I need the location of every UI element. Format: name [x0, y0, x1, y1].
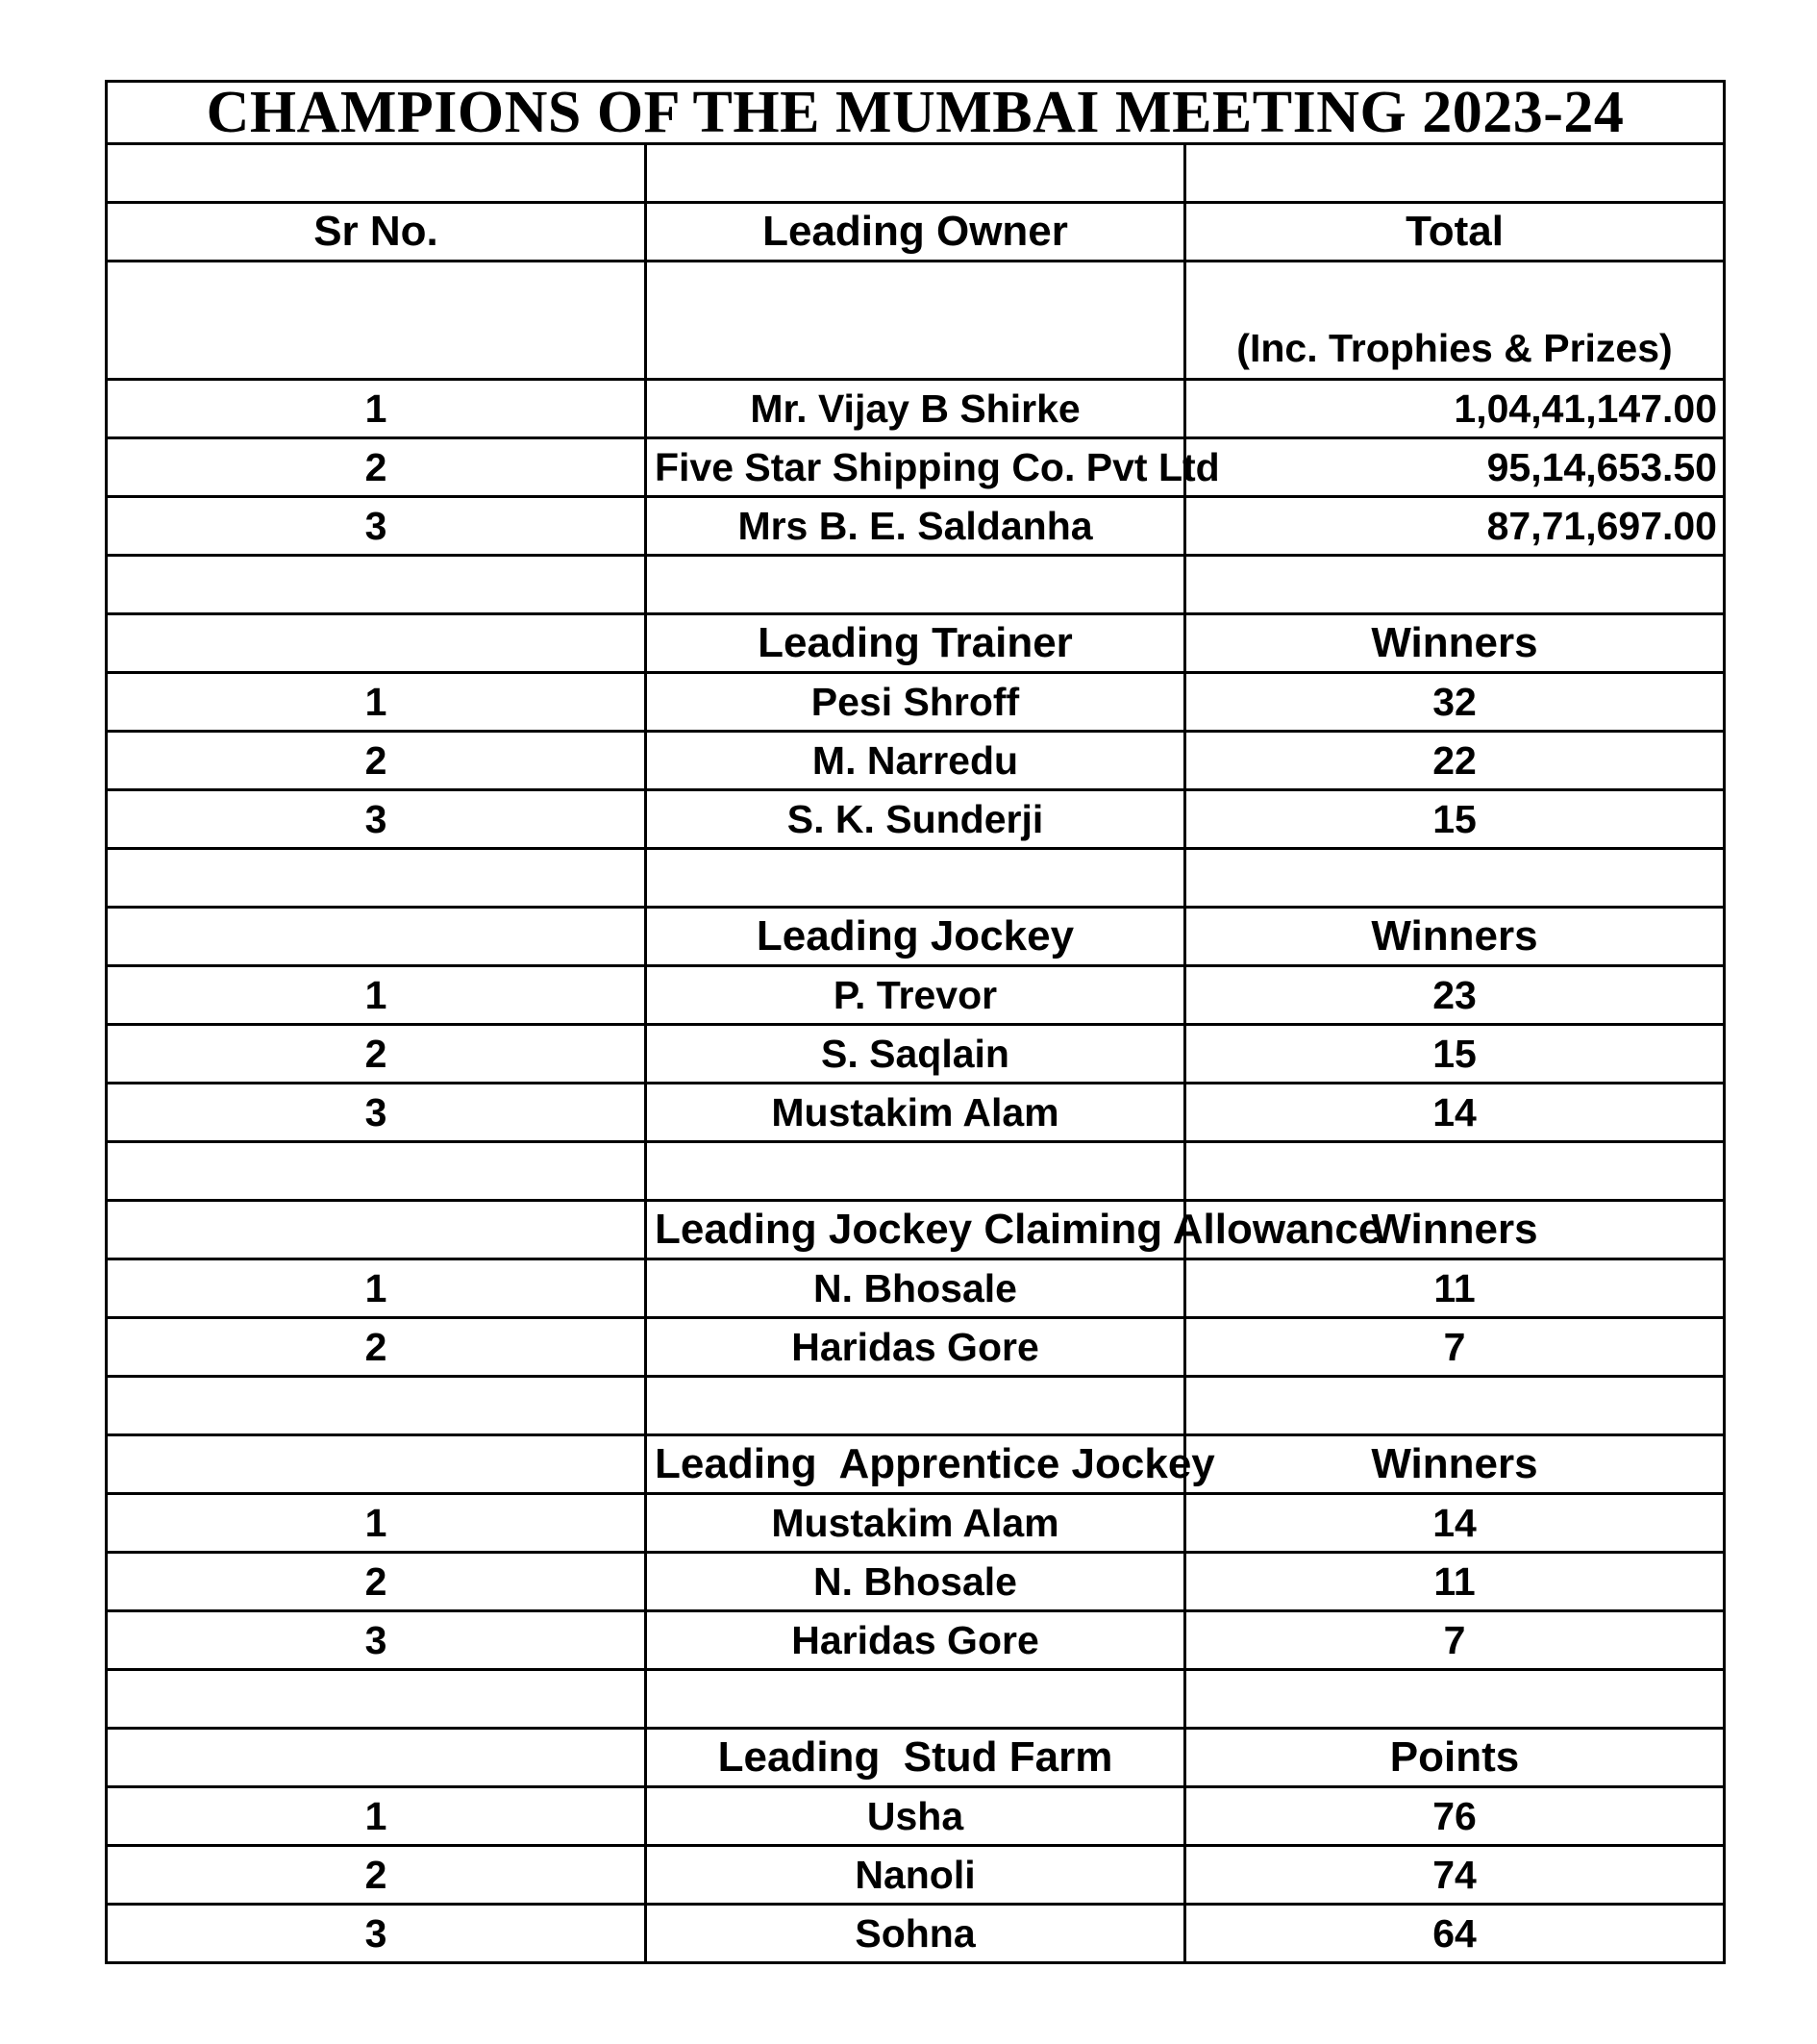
winners-header: Winners — [1185, 614, 1725, 673]
sr-no-cell: 3 — [107, 497, 646, 556]
blank-cell — [107, 556, 646, 614]
jockey-name-cell: N. Bhosale — [646, 1259, 1185, 1318]
sr-no-cell: 2 — [107, 732, 646, 790]
table-row — [107, 1553, 1725, 1611]
winners-header: Winners — [1185, 1435, 1725, 1494]
claiming-header-row — [107, 1201, 1725, 1259]
jockey-name-cell: P. Trevor — [646, 966, 1185, 1025]
owner-name-cell: Mr. Vijay B Shirke — [646, 380, 1185, 438]
table-row — [107, 1494, 1725, 1553]
total-note-row — [107, 262, 1725, 380]
stud-header-row — [107, 1729, 1725, 1787]
sr-no-cell: 3 — [107, 790, 646, 849]
sr-no-cell: 3 — [107, 1611, 646, 1670]
table-row — [107, 438, 1725, 497]
blank-cell — [646, 556, 1185, 614]
winners-cell: 7 — [1185, 1318, 1725, 1377]
owner-total-cell: 87,71,697.00 — [1185, 497, 1725, 556]
winners-cell: 7 — [1185, 1611, 1725, 1670]
blank-cell — [107, 1201, 646, 1259]
winners-cell: 11 — [1185, 1553, 1725, 1611]
winners-cell: 15 — [1185, 790, 1725, 849]
jockey-name-cell: S. Saqlain — [646, 1025, 1185, 1084]
winners-cell: 14 — [1185, 1084, 1725, 1142]
blank-cell — [646, 262, 1185, 380]
table-row — [107, 1318, 1725, 1377]
blank-cell — [107, 1142, 646, 1201]
winners-header: Winners — [1185, 908, 1725, 966]
sr-no-header: Sr No. — [107, 203, 646, 262]
leading-owner-header: Leading Owner — [646, 203, 1185, 262]
blank-cell — [107, 849, 646, 908]
blank-cell — [107, 1377, 646, 1435]
sr-no-cell: 2 — [107, 438, 646, 497]
jockey-name-cell: Mustakim Alam — [646, 1494, 1185, 1553]
table-row — [107, 1025, 1725, 1084]
winners-cell: 32 — [1185, 673, 1725, 732]
total-header: Total — [1185, 203, 1725, 262]
leading-apprentice-jockey-header: Leading Apprentice Jockey — [646, 1435, 1185, 1494]
winners-cell: 22 — [1185, 732, 1725, 790]
table-row — [107, 966, 1725, 1025]
trainer-name-cell: S. K. Sunderji — [646, 790, 1185, 849]
blank-cell — [1185, 144, 1725, 203]
winners-cell: 15 — [1185, 1025, 1725, 1084]
jockey-name-cell: N. Bhosale — [646, 1553, 1185, 1611]
trainer-name-cell: M. Narredu — [646, 732, 1185, 790]
blank-cell — [107, 908, 646, 966]
sr-no-cell: 1 — [107, 966, 646, 1025]
trainer-header-row — [107, 614, 1725, 673]
blank-cell — [646, 1142, 1185, 1201]
sr-no-cell: 3 — [107, 1905, 646, 1963]
points-header: Points — [1185, 1729, 1725, 1787]
blank-row — [107, 556, 1725, 614]
owner-header-row — [107, 203, 1725, 262]
stud-farm-name-cell: Sohna — [646, 1905, 1185, 1963]
jockey-name-cell: Haridas Gore — [646, 1318, 1185, 1377]
trainer-name-cell: Pesi Shroff — [646, 673, 1185, 732]
winners-cell: 23 — [1185, 966, 1725, 1025]
sr-no-cell: 2 — [107, 1318, 646, 1377]
blank-cell — [1185, 1142, 1725, 1201]
table-row — [107, 380, 1725, 438]
blank-cell — [107, 614, 646, 673]
owner-total-cell: 1,04,41,147.00 — [1185, 380, 1725, 438]
owner-total-cell: 95,14,653.50 — [1185, 438, 1725, 497]
blank-row — [107, 1670, 1725, 1729]
blank-row — [107, 144, 1725, 203]
table-row — [107, 1611, 1725, 1670]
total-note: (Inc. Trophies & Prizes) — [1185, 262, 1725, 380]
winners-cell: 11 — [1185, 1259, 1725, 1318]
title-row — [107, 82, 1725, 144]
sr-no-cell: 1 — [107, 673, 646, 732]
blank-cell — [107, 1729, 646, 1787]
blank-cell — [646, 1670, 1185, 1729]
page-title: CHAMPIONS OF THE MUMBAI MEETING 2023-24 — [107, 82, 1725, 144]
apprentice-header-row — [107, 1435, 1725, 1494]
sr-no-cell: 1 — [107, 1494, 646, 1553]
blank-cell — [107, 1435, 646, 1494]
sr-no-cell: 2 — [107, 1553, 646, 1611]
champions-table — [105, 80, 1726, 1964]
blank-cell — [107, 144, 646, 203]
blank-cell — [646, 144, 1185, 203]
sr-no-cell: 2 — [107, 1025, 646, 1084]
jockey-name-cell: Haridas Gore — [646, 1611, 1185, 1670]
jockey-name-cell: Mustakim Alam — [646, 1084, 1185, 1142]
blank-cell — [1185, 1377, 1725, 1435]
blank-cell — [107, 262, 646, 380]
blank-cell — [1185, 1670, 1725, 1729]
table-row — [107, 673, 1725, 732]
points-cell: 76 — [1185, 1787, 1725, 1846]
blank-cell — [646, 1377, 1185, 1435]
blank-cell — [1185, 849, 1725, 908]
table-row — [107, 790, 1725, 849]
blank-row — [107, 849, 1725, 908]
stud-farm-name-cell: Nanoli — [646, 1846, 1185, 1905]
leading-jockey-header: Leading Jockey — [646, 908, 1185, 966]
sr-no-cell: 1 — [107, 1787, 646, 1846]
blank-cell — [646, 849, 1185, 908]
winners-cell: 14 — [1185, 1494, 1725, 1553]
table-row — [107, 732, 1725, 790]
blank-cell — [107, 1670, 646, 1729]
sr-no-cell: 3 — [107, 1084, 646, 1142]
table-row — [107, 497, 1725, 556]
winners-header: Winners — [1185, 1201, 1725, 1259]
table-row — [107, 1084, 1725, 1142]
stud-farm-name-cell: Usha — [646, 1787, 1185, 1846]
points-cell: 64 — [1185, 1905, 1725, 1963]
table-row — [107, 1905, 1725, 1963]
blank-cell — [1185, 556, 1725, 614]
table-row — [107, 1846, 1725, 1905]
leading-trainer-header: Leading Trainer — [646, 614, 1185, 673]
points-cell: 74 — [1185, 1846, 1725, 1905]
table-row — [107, 1259, 1725, 1318]
blank-row — [107, 1377, 1725, 1435]
leading-claiming-jockey-header: Leading Jockey Claiming Allowance — [646, 1201, 1185, 1259]
sr-no-cell: 1 — [107, 380, 646, 438]
leading-stud-farm-header: Leading Stud Farm — [646, 1729, 1185, 1787]
owner-name-cell: Five Star Shipping Co. Pvt Ltd — [646, 438, 1185, 497]
blank-row — [107, 1142, 1725, 1201]
sr-no-cell: 2 — [107, 1846, 646, 1905]
owner-name-cell: Mrs B. E. Saldanha — [646, 497, 1185, 556]
sr-no-cell: 1 — [107, 1259, 646, 1318]
table-row — [107, 1787, 1725, 1846]
jockey-header-row — [107, 908, 1725, 966]
